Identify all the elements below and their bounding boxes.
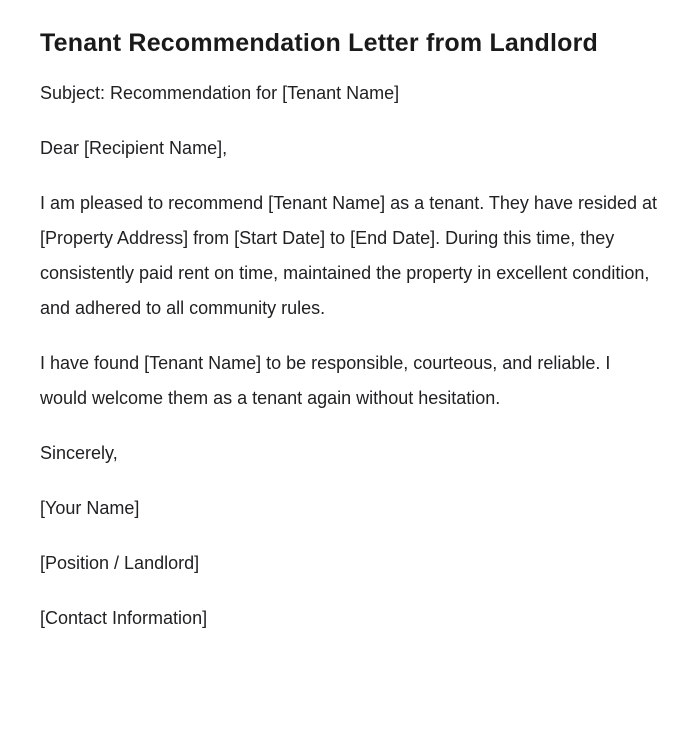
- page-title: Tenant Recommendation Letter from Landlord: [40, 29, 598, 57]
- body-paragraph-1: I am pleased to recommend [Tenant Name] as a tenant. They have resided at [Property Address] from [Start Date] to [End Date]. During this time, they consistently paid rent on time, maintained the property in excellent condition, and adhered to all community rules.: [40, 193, 658, 319]
- signature-contact-line: [Contact Information]: [40, 608, 208, 629]
- signature-name-line: [Your Name]: [40, 498, 140, 519]
- signature-position-line: [Position / Landlord]: [40, 553, 200, 574]
- salutation-line: Dear [Recipient Name],: [40, 138, 228, 159]
- subject-line: Subject: Recommendation for [Tenant Name]: [40, 83, 400, 104]
- closing-line: Sincerely,: [40, 443, 118, 464]
- body-paragraph-2: I have found [Tenant Name] to be responsible, courteous, and reliable. I would welcome them as a tenant again without hesitation.: [40, 353, 611, 409]
